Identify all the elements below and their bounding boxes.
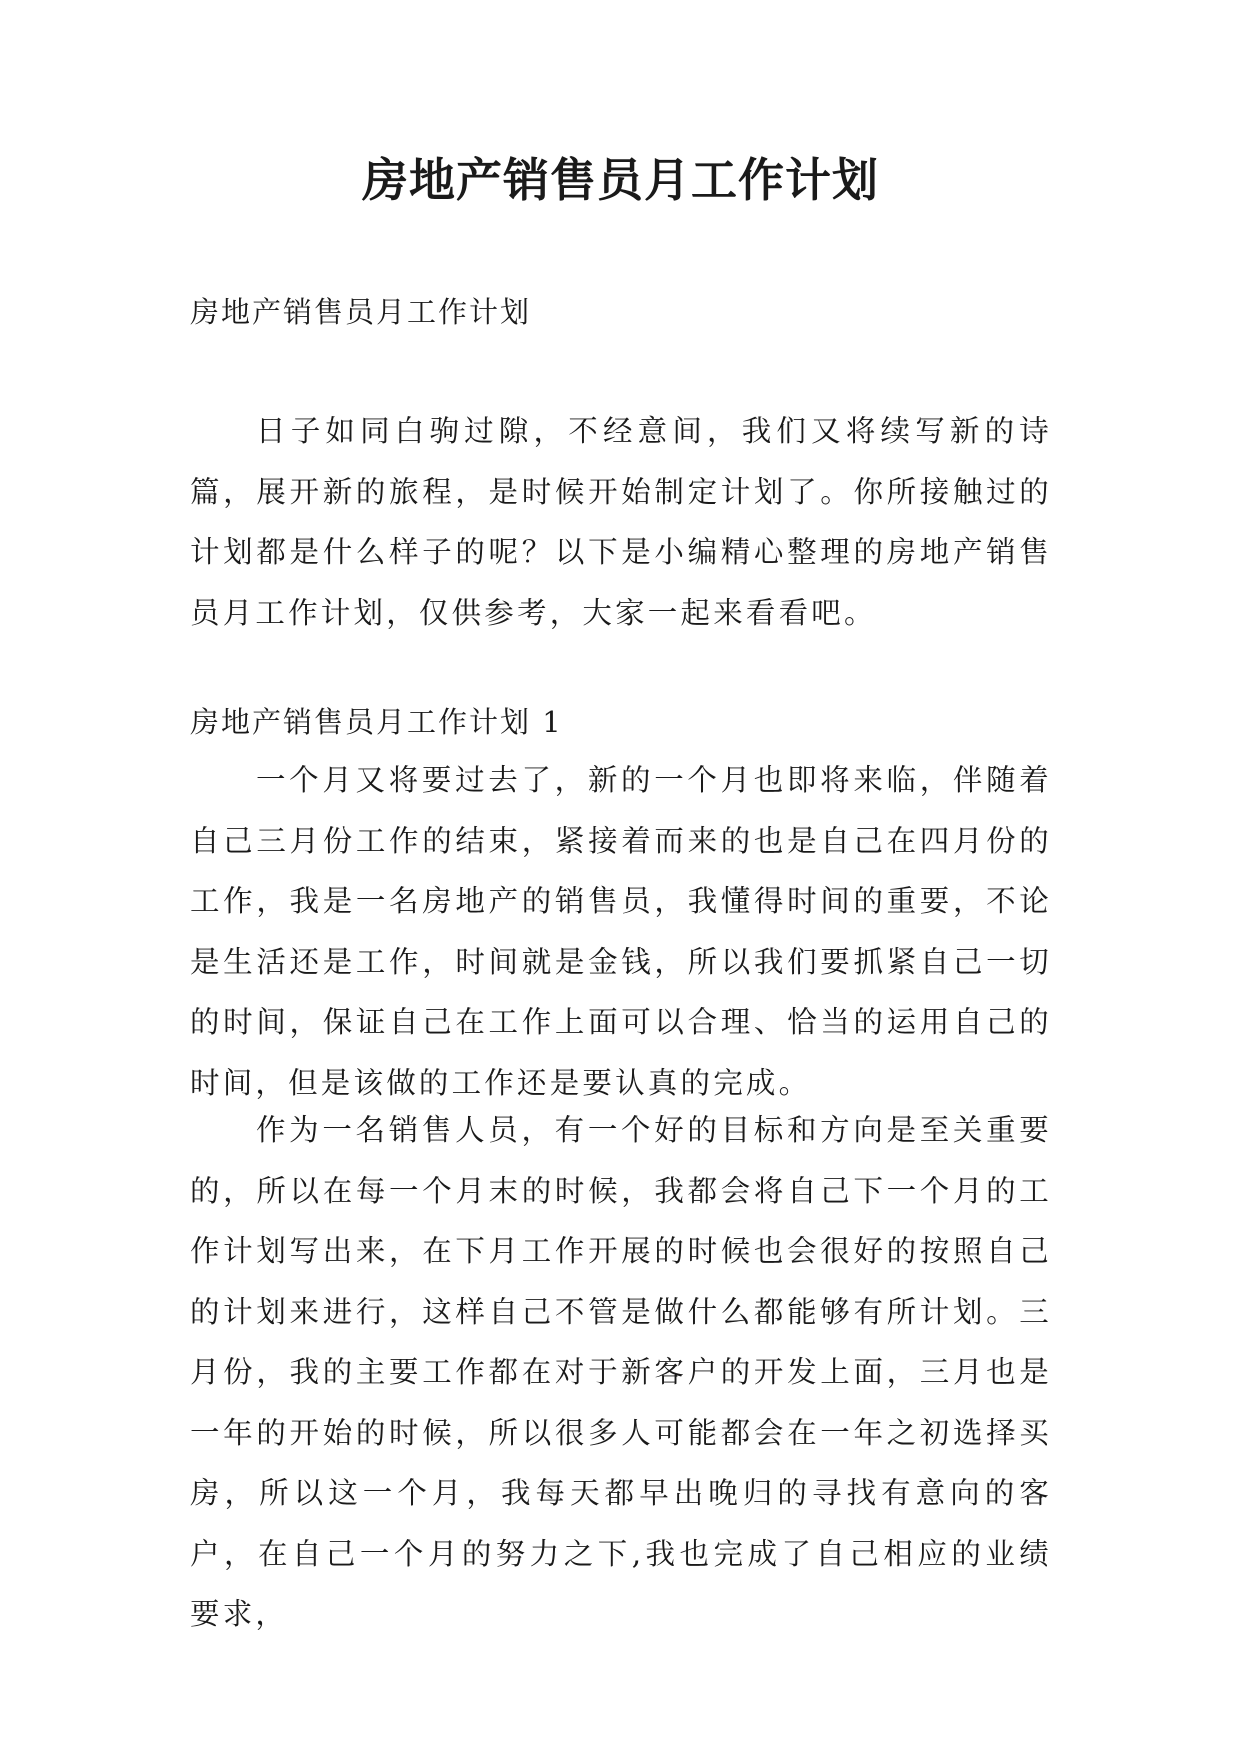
document-title: 房地产销售员月工作计划 [362, 153, 879, 207]
body-paragraph: 作为一名销售人员，有一个好的目标和方向是至关重要的，所以在每一个月末的时候，我都会将自己下一个月的工作计划写出来，在下月工作开展的时候也会很好的按照自己的计划来进行，这样自己不管是做什么都能够有所计划。三月份，我的主要工作都在对于新客户的开发上面，三月也是一年的开始的时候，所以很多人可能都会在一年之初选择买房，所以这一个月，我每天都早出晚归的寻找有意向的客户，在自己一个月的努力之下,我也完成了自己相应的业绩要求， [190, 1113, 1052, 1631]
section-heading: 房地产销售员月工作计划 1 [190, 705, 563, 739]
document-subtitle: 房地产销售员月工作计划 [190, 295, 532, 329]
intro-paragraph: 日子如同白驹过隙，不经意间，我们又将续写新的诗篇，展开新的旅程，是时候开始制定计划了。你所接触过的计划都是什么样子的呢？以下是小编精心整理的房地产销售员月工作计划，仅供参考，大家一起来看看吧。 [190, 414, 1052, 630]
body-paragraph: 一个月又将要过去了，新的一个月也即将来临，伴随着自己三月份工作的结束，紧接着而来的也是自己在四月份的工作，我是一名房地产的销售员，我懂得时间的重要，不论是生活还是工作，时间就是金钱，所以我们要抓紧自己一切的时间，保证自己在工作上面可以合理、恰当的运用自己的时间，但是该做的工作还是要认真的完成。 [190, 763, 1052, 1100]
